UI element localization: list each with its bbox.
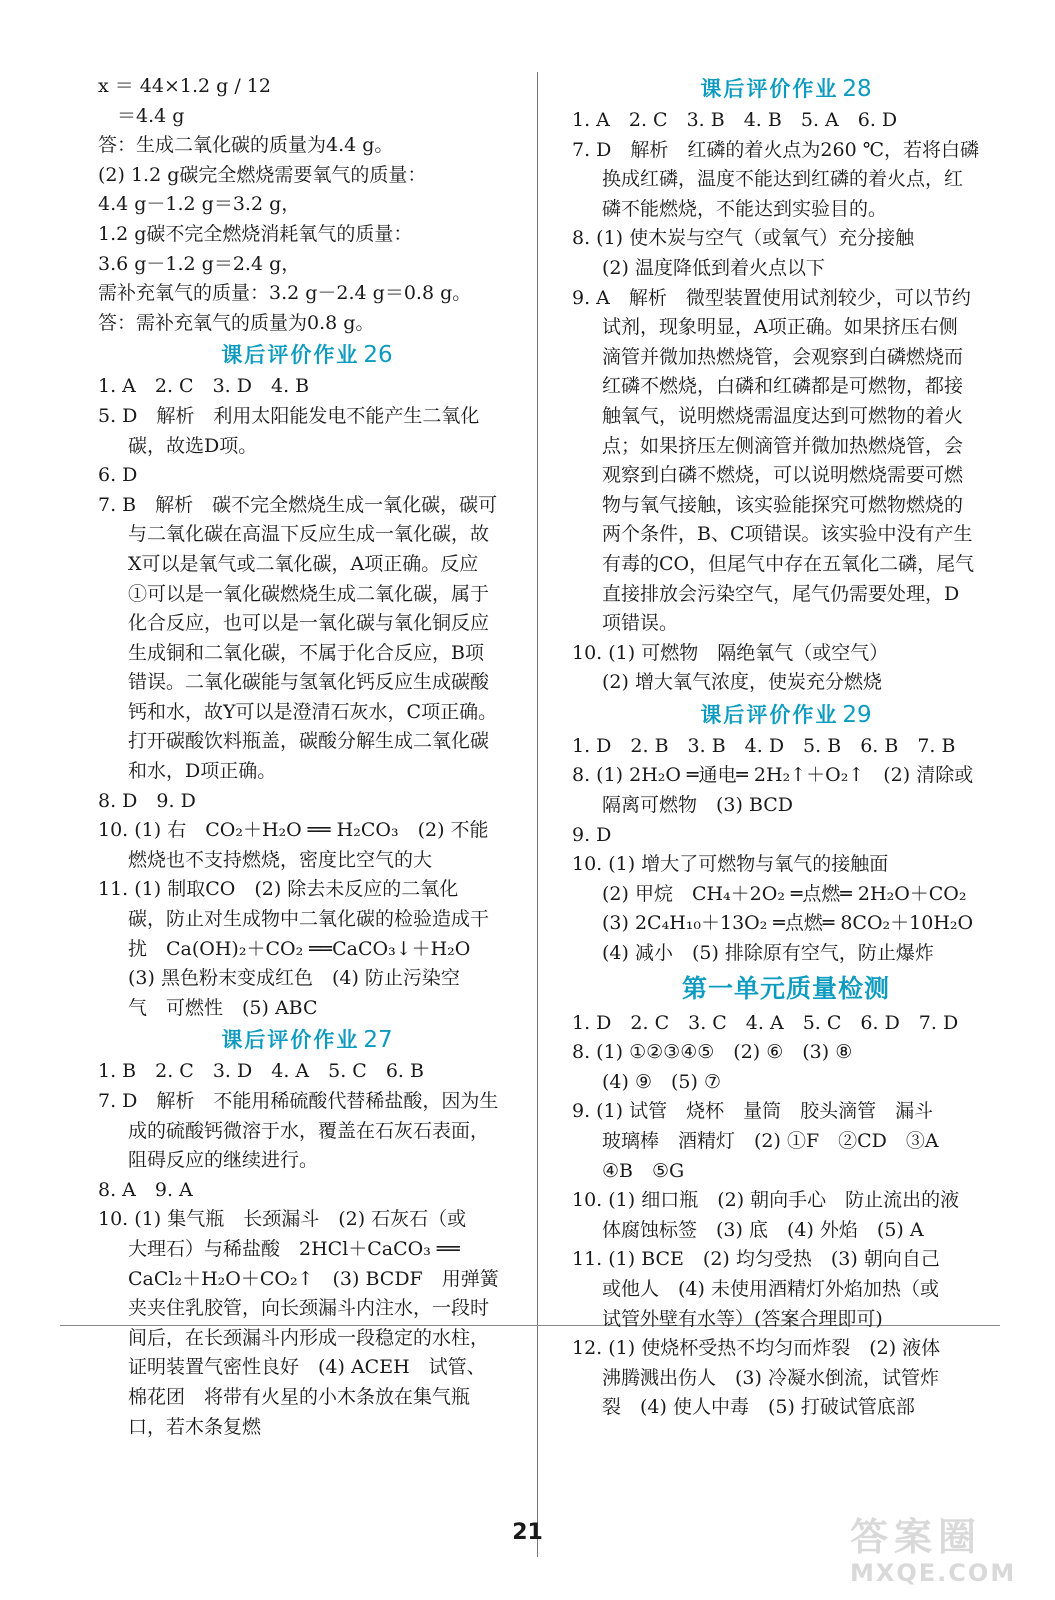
answer-continuation: 化合反应，也可以是一氧化碳与氧化铜反应 xyxy=(128,612,490,635)
answer-continuation: 两个条件，B、C项错误。该实验中没有产生 xyxy=(602,523,973,546)
answer-continuation: 裂 (4) 使人中毒 (5) 打破试管底部 xyxy=(602,1396,915,1419)
answer-continuation: (3) 黑色粉末变成红色 (4) 防止污染空 xyxy=(128,967,460,990)
answer-line: 8. (1) 2H₂O ═通电═ 2H₂↑＋O₂↑ (2) 清除或 xyxy=(572,764,974,787)
section-title-text: 课后评价作业 xyxy=(221,1028,360,1053)
answer-continuation: 碳，防止对生成物中二氧化碳的检验造成干 xyxy=(128,908,490,931)
answer-line: ＝4.4 g xyxy=(98,104,185,127)
section-title xyxy=(572,72,1000,106)
answer-line: 9. A 解析 微型装置使用试剂较少，可以节约 xyxy=(572,286,971,309)
answer-line: 10. (1) 可燃物 隔绝氧气（或空气） xyxy=(572,641,889,664)
answer-continuation: 间后，在长颈漏斗内形成一段稳定的水柱， xyxy=(128,1326,490,1349)
answer-continuation: 扰 Ca(OH)₂＋CO₂ ══CaCO₃↓＋H₂O xyxy=(128,937,471,960)
answer-continuation: 或他人 (4) 未使用酒精灯外焰加热（或 xyxy=(602,1277,939,1300)
answer-line: 1. A 2. C 3. B 4. B 5. A 6. D xyxy=(572,109,898,131)
answer-line: 1.2 g碳不完全燃烧消耗氧气的质量： xyxy=(98,222,413,245)
answer-line: 12. (1) 使烧杯受热不均匀而炸裂 (2) 液体 xyxy=(572,1337,941,1360)
right-column xyxy=(572,72,1000,1423)
section-title-text: 课后评价作业 xyxy=(700,702,839,727)
section-number: 27 xyxy=(363,1027,393,1054)
answer-continuation: 阻碍反应的继续进行。 xyxy=(128,1149,319,1172)
answer-line: 1. A 2. C 3. D 4. B xyxy=(98,375,310,398)
answer-line: 3.6 g－1.2 g＝2.4 g， xyxy=(98,252,301,275)
answer-continuation: CaCl₂＋H₂O＋CO₂↑ (3) BCDF 用弹簧 xyxy=(128,1267,499,1290)
answer-line: 6. D xyxy=(98,464,138,487)
answer-continuation: 试剂，现象明显，A项正确。如果挤压右侧 xyxy=(602,316,958,339)
answer-line: 7. D 解析 红磷的着火点为260 ℃，若将白磷 xyxy=(572,138,979,161)
answer-continuation: 钙和水，故Y可以是澄清石灰水，C项正确。 xyxy=(128,700,498,723)
answer-continuation: (2) 甲烷 CH₄＋2O₂ ═点燃═ 2H₂O＋CO₂ xyxy=(602,882,967,905)
answer-continuation: (4) 减小 (5) 排除原有空气，防止爆炸 xyxy=(602,942,934,965)
answer-line: 1. D 2. B 3. B 4. D 5. B 6. B 7. B xyxy=(572,734,956,757)
answer-line: 答：生成二氧化碳的质量为4.4 g。 xyxy=(98,134,394,157)
section-title xyxy=(98,1023,516,1057)
answer-continuation: 磷不能燃烧，不能达到实验目的。 xyxy=(602,197,888,220)
answer-line: 8. (1) ①②③④⑤ (2) ⑥ (3) ⑧ xyxy=(572,1041,853,1064)
watermark-top-text: 答案圈 xyxy=(850,1515,983,1559)
answer-continuation: 物与氧气接触，该实验能探究可燃物燃烧的 xyxy=(602,493,964,516)
answer-continuation: 口，若木条复燃 xyxy=(128,1415,262,1438)
answer-line: 1. D 2. C 3. C 4. A 5. C 6. D 7. D xyxy=(572,1011,959,1034)
answer-line: 4.4 g－1.2 g＝3.2 g， xyxy=(98,193,301,216)
answer-continuation: 棉花团 将带有火星的小木条放在集气瓶 xyxy=(128,1385,471,1408)
answer-line: 11. (1) BCE (2) 均匀受热 (3) 朝向自己 xyxy=(572,1248,940,1271)
answer-continuation: 观察到白磷不燃烧，可以说明燃烧需要可燃 xyxy=(602,464,964,487)
unit-title: 第一单元质量检测 xyxy=(681,973,890,1003)
answer-line: 9. (1) 试管 烧杯 量筒 胶头滴管 漏斗 xyxy=(572,1100,934,1123)
answer-continuation: 触氧气，说明燃烧需温度达到可燃物的着火 xyxy=(602,404,964,427)
answer-continuation: 项错误。 xyxy=(602,612,679,635)
answer-continuation: 玻璃棒 酒精灯 (2) ①F ②CD ③A xyxy=(602,1130,939,1152)
answer-continuation: 红磷不燃烧，白磷和红磷都是可燃物，都接 xyxy=(602,375,964,398)
watermark-bottom-text: MXQE.COM xyxy=(850,1559,1017,1587)
answer-continuation: (2) 温度降低到着火点以下 xyxy=(602,256,825,279)
answer-line: 7. D 解析 不能用稀硫酸代替稀盐酸，因为生 xyxy=(98,1090,499,1112)
answer-line: 5. D 解析 利用太阳能发电不能产生二氧化 xyxy=(98,404,480,427)
answer-line: 10. (1) 增大了可燃物与氧气的接触面 xyxy=(572,853,889,876)
section-number: 28 xyxy=(842,76,872,102)
answer-line: 7. B 解析 碳不完全燃烧生成一氧化碳，碳可 xyxy=(98,493,498,516)
answer-continuation: 隔离可燃物 (3) BCD xyxy=(602,794,794,817)
section-number: 29 xyxy=(842,701,872,728)
answer-line: 需补充氧气的质量：3.2 g－2.4 g＝0.8 g。 xyxy=(98,282,472,305)
answer-continuation: 打开碳酸饮料瓶盖，碳酸分解生成二氧化碳 xyxy=(128,730,490,753)
section-title xyxy=(98,338,516,372)
answer-line: 8. (1) 使木炭与空气（或氧气）充分接触 xyxy=(572,227,915,250)
answer-line: 1. B 2. C 3. D 4. A 5. C 6. B xyxy=(98,1060,424,1083)
answer-line: 答：需补充氧气的质量为0.8 g。 xyxy=(98,311,375,334)
answer-line: 10. (1) 集气瓶 长颈漏斗 (2) 石灰石（或 xyxy=(98,1208,467,1231)
answer-continuation: 生成铜和二氧化碳，不属于化合反应，B项 xyxy=(128,641,484,664)
page-number: 21 xyxy=(512,1520,543,1545)
answer-continuation: 体腐蚀标签 (3) 底 (4) 外焰 (5) A xyxy=(602,1218,924,1241)
section-title-text: 课后评价作业 xyxy=(221,343,360,368)
answer-continuation: X可以是氧气或二氧化碳，A项正确。反应 xyxy=(128,552,479,575)
answer-continuation: 碳，故选D项。 xyxy=(128,434,258,457)
section-number: 26 xyxy=(363,342,393,369)
answer-continuation: 换成红磷，温度不能达到红磷的着火点，红 xyxy=(602,168,964,191)
answer-continuation: 夹夹住乳胶管，向长颈漏斗内注水，一段时 xyxy=(128,1297,490,1320)
answer-line: 11. (1) 制取CO (2) 除去未反应的二氧化 xyxy=(98,878,459,901)
answer-line: 10. (1) 细口瓶 (2) 朝向手心 防止流出的液 xyxy=(572,1189,960,1212)
answer-continuation: 直接排放会污染空气，尾气仍需要处理，D xyxy=(602,582,960,605)
answer-continuation: 错误。二氧化碳能与氢氧化钙反应生成碳酸 xyxy=(128,671,490,694)
column-divider xyxy=(537,72,538,1557)
answer-continuation: (3) 2C₄H₁₀＋13O₂ ═点燃═ 8CO₂＋10H₂O xyxy=(602,912,974,935)
answer-continuation: 滴管并微加热燃烧管，会观察到白磷燃烧而 xyxy=(602,345,964,368)
answer-continuation: 点；如果挤压左侧滴管并微加热燃烧管，会 xyxy=(602,434,964,457)
answer-line: 8. D 9. D xyxy=(98,789,196,812)
answer-line: 9. D xyxy=(572,823,612,846)
answer-continuation: 有毒的CO，但尾气中存在五氧化二磷，尾气 xyxy=(602,552,975,575)
answer-continuation: ①可以是一氧化碳燃烧生成二氧化碳，属于 xyxy=(128,582,490,605)
section-title-text: 课后评价作业 xyxy=(700,77,839,101)
watermark-logo xyxy=(850,1515,1040,1595)
answer-continuation: 与二氧化碳在高温下反应生成一氧化碳，故 xyxy=(128,523,490,546)
answer-line: 8. A 9. A xyxy=(98,1178,193,1201)
answer-line: x ＝ 44×1.2 g / 12 xyxy=(98,75,271,97)
answer-continuation: 沸腾溅出伤人 (3) 冷凝水倒流，试管炸 xyxy=(602,1366,939,1389)
left-column xyxy=(98,72,516,1442)
answer-continuation: (4) ⑨ (5) ⑦ xyxy=(602,1070,721,1093)
answer-continuation: ④B ⑤G xyxy=(602,1159,685,1182)
answer-continuation: 和水，D项正确。 xyxy=(128,760,277,783)
answer-continuation: 大理石）与稀盐酸 2HCl＋CaCO₃ ══ xyxy=(128,1237,460,1260)
answer-continuation: 燃烧也不支持燃烧，密度比空气的大 xyxy=(128,848,433,871)
answer-continuation: 气 可燃性 (5) ABC xyxy=(128,996,318,1019)
answer-continuation: (2) 增大氧气浓度，使炭充分燃烧 xyxy=(602,671,882,694)
answer-continuation: 成的硫酸钙微溶于水，覆盖在石灰石表面， xyxy=(128,1119,490,1142)
answer-continuation: 证明装置气密性良好 (4) ACEH 试管、 xyxy=(128,1356,486,1379)
section-title xyxy=(572,698,1000,732)
answer-line: 10. (1) 右 CO₂＋H₂O ══ H₂CO₃ (2) 不能 xyxy=(98,819,489,842)
answer-line: (2) 1.2 g碳完全燃烧需要氧气的质量： xyxy=(98,163,427,186)
answer-continuation: 试管外壁有水等）(答案合理即可) xyxy=(602,1307,883,1330)
